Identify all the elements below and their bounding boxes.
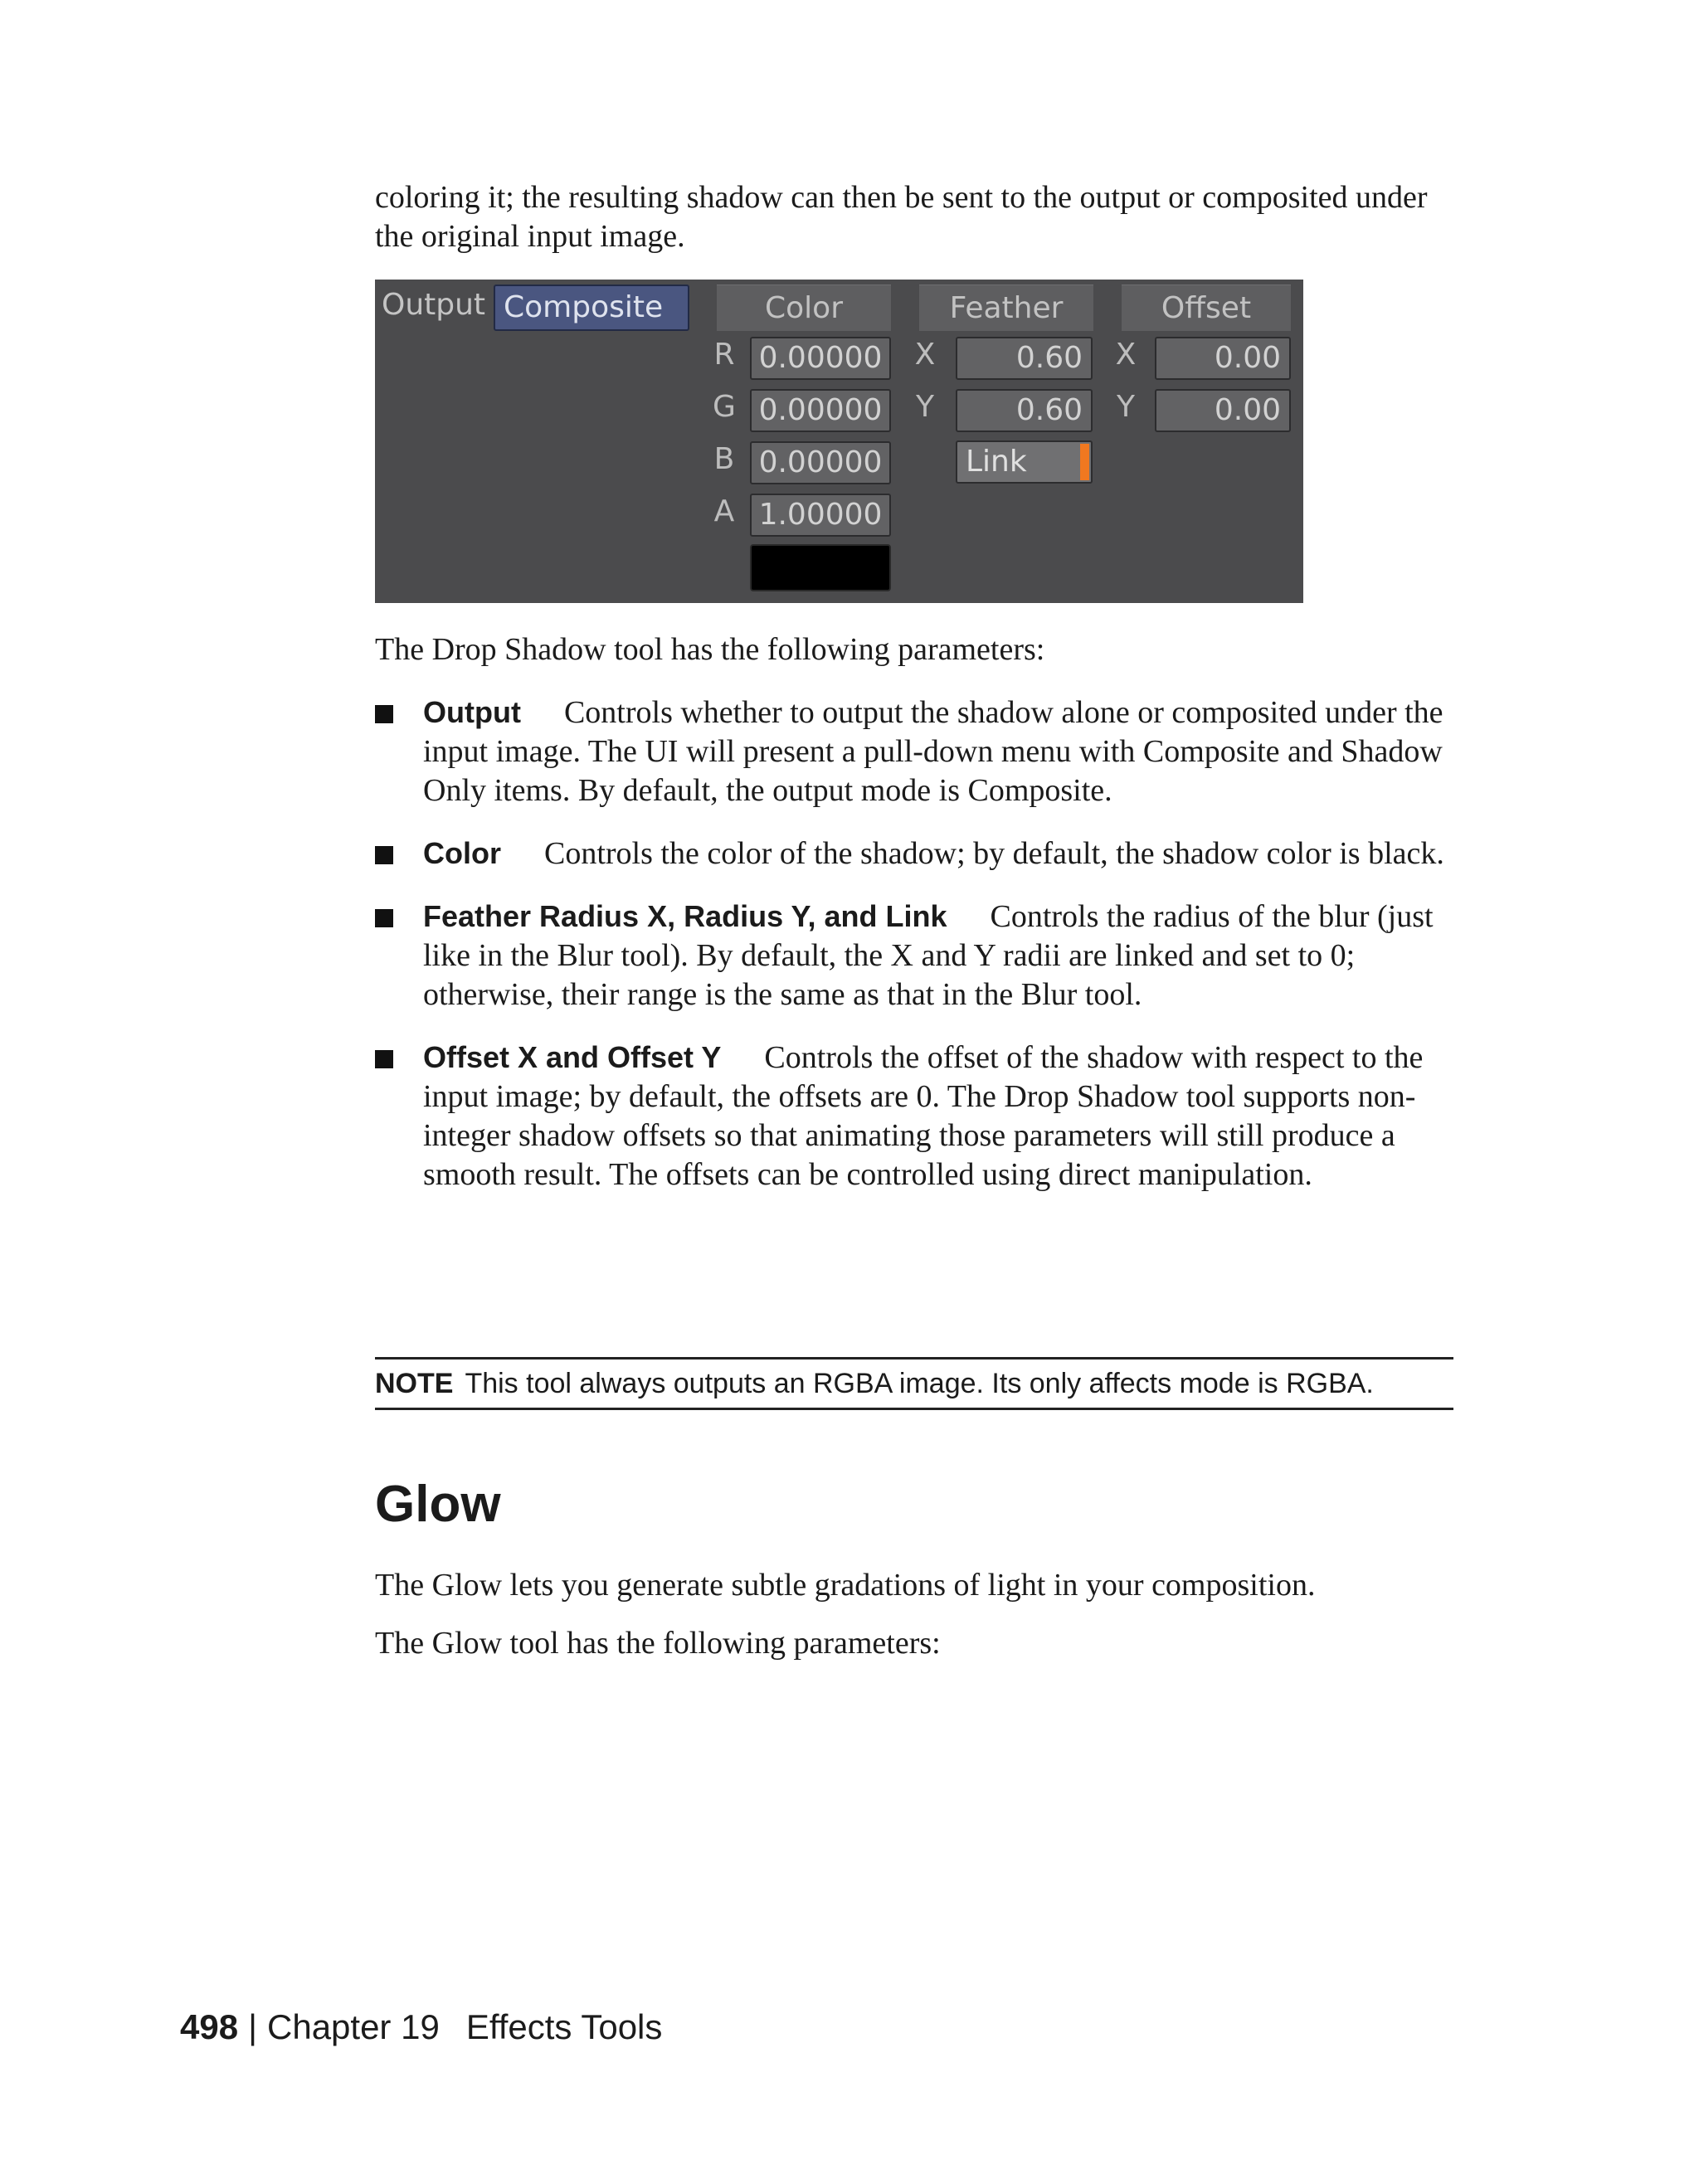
- feather-y-label: Y: [916, 390, 934, 424]
- params-intro: The Drop Shadow tool has the following parameters:: [375, 632, 1045, 667]
- offset-y-field[interactable]: 0.00: [1155, 389, 1291, 432]
- link-label: Link: [966, 445, 1027, 479]
- list-item: [375, 834, 1453, 873]
- channel-r-label: R: [713, 338, 735, 372]
- param-term: Feather Radius X, Radius Y, and Link: [423, 899, 947, 933]
- list-item: [375, 897, 1453, 1014]
- section-heading: Glow: [375, 1476, 501, 1533]
- output-dropdown[interactable]: Composite: [494, 285, 689, 331]
- offset-y-label: Y: [1117, 390, 1135, 424]
- note-box: [375, 1357, 1453, 1410]
- glow-paragraph: The Glow lets you generate subtle gradations of light in your composition.: [375, 1568, 1316, 1603]
- list-item: [375, 693, 1453, 810]
- bullet-square-icon: [375, 705, 393, 723]
- channel-a-label: A: [713, 494, 735, 528]
- footer-separator: |: [248, 2007, 257, 2046]
- param-term: Color: [423, 836, 501, 870]
- channel-g-field[interactable]: 0.00000: [750, 389, 891, 432]
- link-active-indicator: [1080, 444, 1089, 480]
- bullet-square-icon: [375, 1050, 393, 1068]
- channel-b-label: B: [713, 442, 735, 476]
- param-term: Output: [423, 695, 521, 729]
- channel-b-field[interactable]: 0.00000: [750, 441, 891, 484]
- channel-r-field[interactable]: 0.00000: [750, 337, 891, 380]
- param-description: Controls the color of the shadow; by default, the shadow color is black.: [544, 836, 1444, 871]
- color-swatch[interactable]: [750, 544, 891, 591]
- chapter-title: Effects Tools: [465, 2007, 663, 2046]
- feather-y-field[interactable]: 0.60: [956, 389, 1093, 432]
- offset-x-label: X: [1115, 338, 1137, 372]
- page-footer: [180, 2007, 662, 2047]
- param-description: Controls the radius of the blur (just like in the Blur tool). By default, the X and Y radii are linked and set to 0; otherwise, their range is the same as that in the Blur tool.: [423, 899, 1434, 1012]
- drop-shadow-ui-panel: [375, 280, 1303, 603]
- parameter-list: [375, 693, 1453, 1218]
- note-label: NOTE: [375, 1368, 454, 1399]
- offset-x-field[interactable]: 0.00: [1155, 337, 1291, 380]
- feather-link-toggle[interactable]: [956, 440, 1093, 484]
- feather-x-field[interactable]: 0.60: [956, 337, 1093, 380]
- channel-g-label: G: [713, 390, 736, 424]
- param-description: Controls whether to output the shadow alone or composited under the input image. The UI will present a pull-down menu with Composite and Shadow Only items. By default, the output mode is Composite.: [423, 695, 1443, 808]
- list-item: [375, 1038, 1453, 1194]
- glow-params-intro: The Glow tool has the following parameters:: [375, 1626, 941, 1661]
- feather-header: Feather: [919, 285, 1093, 331]
- offset-header: Offset: [1122, 285, 1291, 331]
- channel-a-field[interactable]: 1.00000: [750, 494, 891, 537]
- color-header: Color: [717, 285, 891, 331]
- param-term: Offset X and Offset Y: [423, 1040, 722, 1074]
- bullet-square-icon: [375, 846, 393, 864]
- intro-paragraph: coloring it; the resulting shadow can then be sent to the output or composited under the original input image.: [375, 180, 1428, 254]
- page-number: 498: [180, 2007, 239, 2046]
- chapter-label: Chapter 19: [267, 2007, 440, 2046]
- note-text: This tool always outputs an RGBA image. Its only affects mode is RGBA.: [465, 1368, 1374, 1399]
- bullet-square-icon: [375, 909, 393, 927]
- feather-x-label: X: [914, 338, 936, 372]
- param-description: Controls the offset of the shadow with respect to the input image; by default, the offsets are 0. The Drop Shadow tool supports non-integer shadow offsets so that animating those parameters will still produce a smooth result. The offsets can be controlled using direct manipulation.: [423, 1040, 1424, 1192]
- output-label: Output: [382, 288, 486, 322]
